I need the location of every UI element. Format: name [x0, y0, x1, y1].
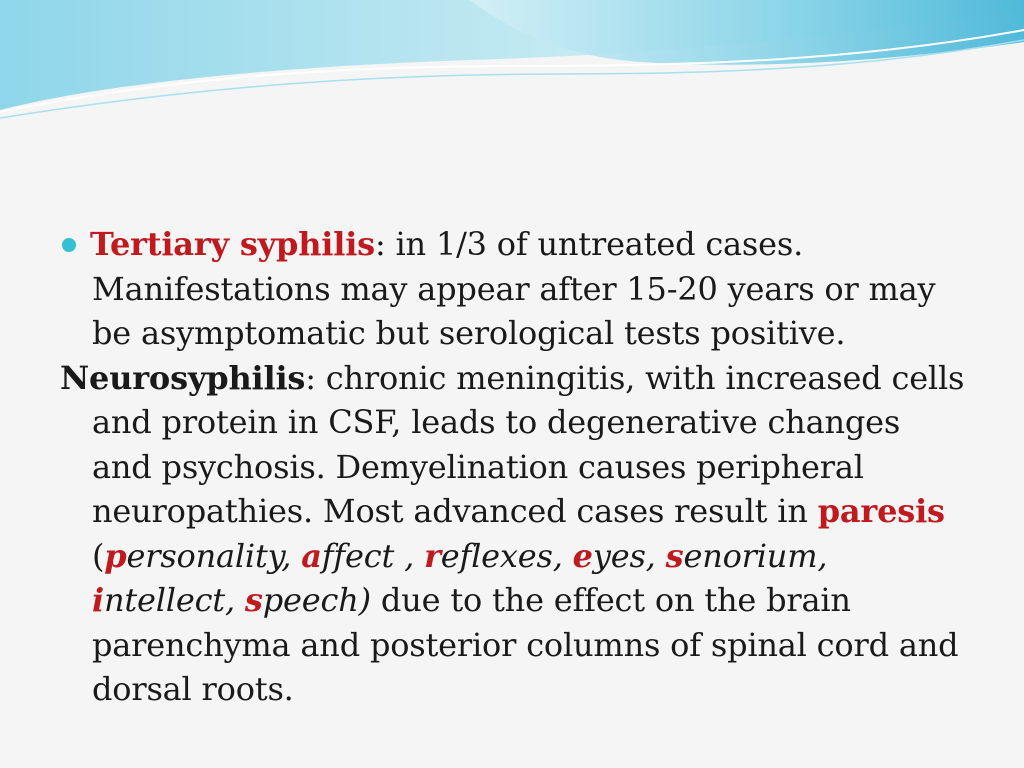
bullet-icon [62, 238, 76, 252]
mnemonic-initial: r [424, 536, 441, 575]
mnemonic-initial: s [244, 581, 263, 619]
open-paren: ( [92, 536, 105, 575]
neuro-text: : chronic meningitis, with increased cells and protein in CSF, leads to degenerative changes and psychosis. Demyelination causes peripheral neuropathies. Most advanced cases result in [92, 358, 965, 530]
tertiary-text: : in 1/3 of untreated cases. Manifestations may appear after 15-20 years or may be asymptomatic but serological tests positive. [92, 225, 936, 352]
header-wave-decoration [0, 0, 1024, 130]
mnemonic-rest: peech) [262, 581, 371, 619]
tertiary-term: Tertiary syphilis [90, 225, 375, 263]
mnemonic-initial: e [572, 536, 593, 575]
mnemonic-initial: p [104, 536, 127, 575]
mnemonic-rest: ffect , [321, 536, 425, 575]
mnemonic-rest: ntellect, [103, 581, 245, 619]
paresis-term: paresis [817, 492, 945, 530]
mnemonic-initial: s [665, 536, 684, 575]
neuro-tail: due to the effect on the brain parenchyma and posterior columns of spinal cord and dorsal roots. [92, 581, 959, 708]
mnemonic-rest: ersonality, [126, 536, 302, 575]
tertiary-paragraph [60, 222, 965, 356]
mnemonic-initial: a [301, 536, 322, 575]
mnemonic-rest: eflexes, [440, 536, 573, 575]
mnemonic-rest: yes, [592, 536, 666, 575]
mnemonic-initial: i [92, 581, 104, 619]
mnemonic-rest: enorium, [683, 536, 828, 575]
neuro-term: Neurosyphilis [60, 358, 306, 397]
neuro-paragraph [60, 356, 965, 712]
slide-body [60, 222, 965, 712]
